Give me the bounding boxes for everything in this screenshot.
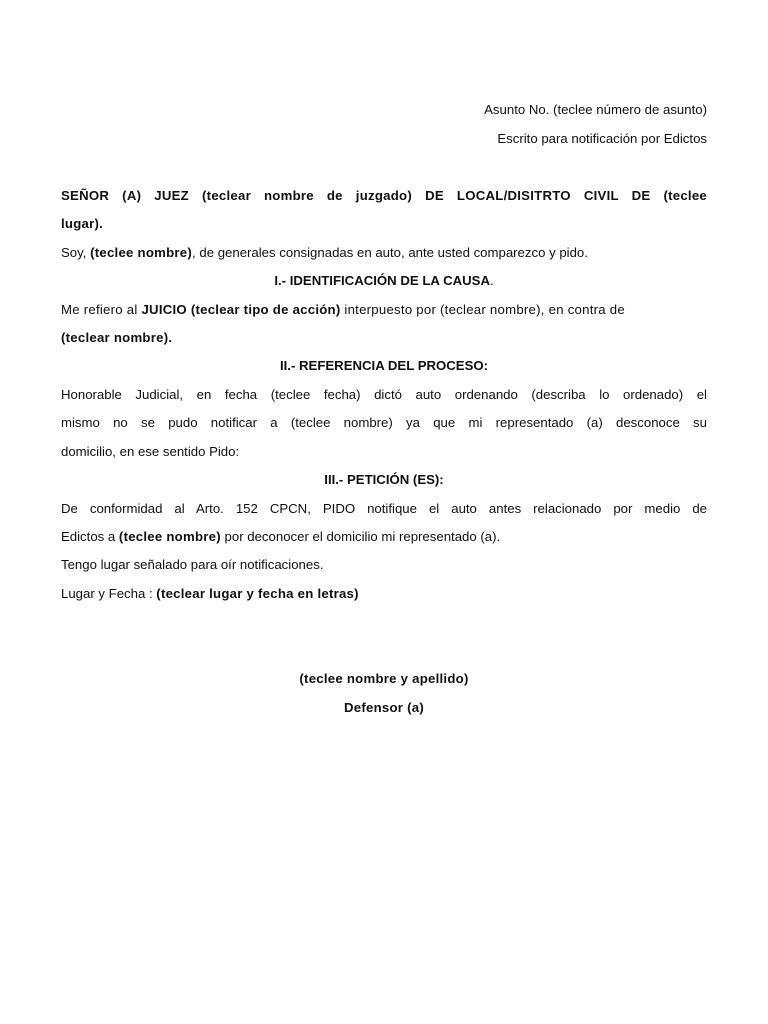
asunto-line: Asunto No. (teclee número de asunto): [484, 102, 707, 117]
petition-text-a: Edictos a: [61, 529, 119, 544]
intro-line: [61, 245, 588, 261]
intro-text-a: Soy,: [61, 245, 91, 260]
addressee-teclee: (teclee: [663, 188, 707, 203]
section3-heading: III.- PETICIÓN (ES):: [324, 472, 444, 487]
section2-heading: II.- REFERENCIA DEL PROCESO:: [279, 358, 489, 373]
petition-line-1: De conformidad al Arto. 152 CPCN, PIDO notifique el auto antes relacionado por medio de: [61, 501, 707, 516]
signature-name: (teclee nombre y apellido): [299, 671, 469, 686]
escrito-line: Escrito para notificación por Edictos: [497, 131, 707, 146]
section1-dot: .: [489, 273, 494, 288]
addressee-local: DE LOCAL/DISITRTO CIVIL DE: [425, 188, 651, 203]
process-line-1: Honorable Judicial, en fecha (teclee fecha) dictó auto ordenando (describa lo ordenado) el: [61, 387, 707, 402]
place-date-line: [61, 586, 359, 602]
petition-name: (teclee nombre): [118, 529, 221, 544]
section1-heading: [0, 273, 768, 289]
cause-text-c: interpuesto por (teclear nombre), en contra de: [340, 302, 625, 317]
cause-line: [61, 302, 707, 318]
addressee-lugar: lugar).: [61, 216, 104, 231]
process-line-2: mismo no se pudo notificar a (teclee nombre) ya que mi representado (a) desconoce su: [61, 415, 707, 430]
signature-role: Defensor (a): [344, 700, 424, 715]
petition-line-3: Tengo lugar señalado para oír notificaciones.: [61, 557, 324, 572]
addressee-juzgado: (teclear nombre de juzgado): [202, 188, 413, 203]
cause-text-a: Me refiero al: [61, 302, 142, 317]
intro-text-c: , de generales consignadas en auto, ante usted comparezco y pido.: [192, 245, 588, 260]
cause-demandado: (teclear nombre).: [61, 330, 173, 345]
intro-name: (teclee nombre): [90, 245, 193, 260]
cause-juicio: JUICIO (teclear tipo de acción): [141, 302, 341, 317]
petition-line-2: [61, 529, 500, 545]
process-line-3: domicilio, en ese sentido Pido:: [61, 444, 240, 459]
place-date-label: Lugar y Fecha :: [61, 586, 157, 601]
addressee-line: [61, 188, 707, 204]
addressee-juez: SEÑOR (A) JUEZ: [61, 188, 189, 203]
place-date-value: (teclear lugar y fecha en letras): [156, 586, 359, 601]
section1-title: I.- IDENTIFICACIÓN DE LA CAUSA: [274, 273, 490, 288]
petition-text-c: por deconocer el domicilio mi representado (a).: [220, 529, 501, 544]
